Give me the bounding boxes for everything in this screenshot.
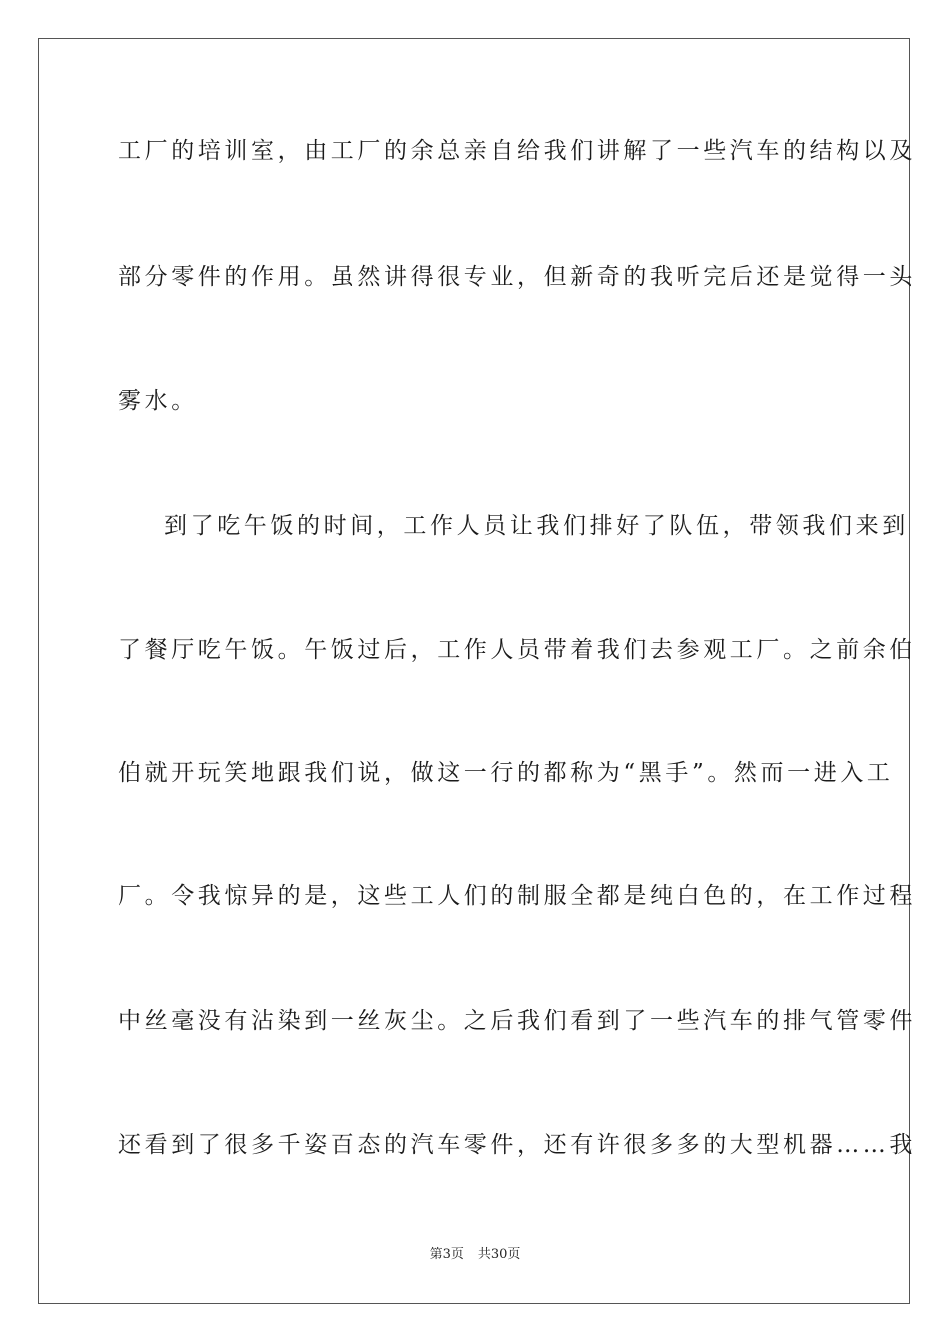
- text-line-5: 了餐厅吃午饭。午饭过后，工作人员带着我们去参观工厂。之前余伯: [118, 637, 916, 663]
- text-line-2: 部分零件的作用。虽然讲得很专业，但新奇的我听完后还是觉得一头: [118, 264, 916, 290]
- text-line-9: 还看到了很多千姿百态的汽车零件，还有许很多多的大型机器……我: [118, 1132, 916, 1158]
- text-line-8: 中丝毫没有沾染到一丝灰尘。之后我们看到了一些汽车的排气管零件: [118, 1008, 916, 1034]
- text-line-7: 厂。令我惊异的是，这些工人们的制服全都是纯白色的，在工作过程: [118, 883, 916, 909]
- page-number: 第3页: [429, 1247, 464, 1262]
- text-line-3: 雾水。: [118, 388, 198, 414]
- text-line-1: 工厂的培训室，由工厂的余总亲自给我们讲解了一些汽车的结构以及: [118, 138, 916, 164]
- text-line-6: 伯就开玩笑地跟我们说，做这一行的都称为“黑手”。然而一进入工: [118, 760, 894, 786]
- text-line-4-paragraph-start: 到了吃午饭的时间，工作人员让我们排好了队伍，带领我们来到: [164, 513, 909, 539]
- page-border: [38, 38, 916, 1304]
- total-pages: 共30页: [477, 1247, 521, 1262]
- page-footer: [0, 1246, 950, 1264]
